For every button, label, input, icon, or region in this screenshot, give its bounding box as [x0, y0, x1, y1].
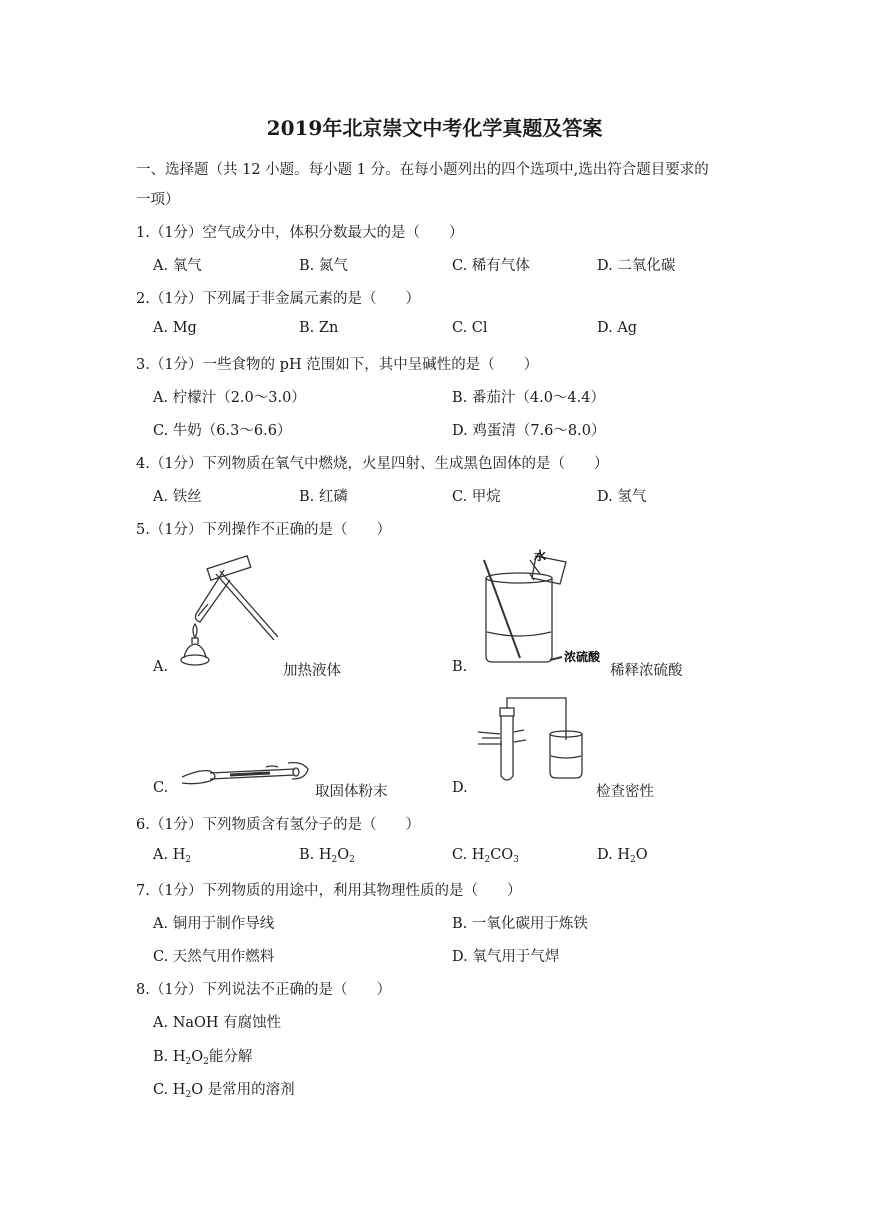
q3-option-c: C. 牛奶（6.3～6.6）	[153, 423, 292, 439]
q1-option-b: B. 氮气	[299, 258, 348, 274]
figure-airtightness	[478, 690, 586, 786]
q3-option-a: A. 柠檬汁（2.0～3.0）	[153, 390, 306, 406]
q5-option-b-caption: 稀释浓硫酸	[610, 663, 683, 679]
water-label: 水	[534, 549, 547, 563]
q1-option-a: A. 氧气	[153, 258, 202, 274]
q2-option-c: C. Cl	[452, 320, 488, 336]
q1-option-c: C. 稀有气体	[452, 258, 530, 274]
acid-label: 浓硫酸	[564, 650, 601, 664]
q4-option-c: C. 甲烷	[452, 489, 501, 505]
question-7-stem: 7.（1分）下列物质的用途中，利用其物理性质的是（ ）	[136, 883, 522, 899]
q7-option-c: C. 天然气用作燃料	[153, 949, 275, 965]
q5-option-c-caption: 取固体粉末	[315, 784, 388, 800]
q2-option-a: A. Mg	[153, 320, 197, 336]
question-1-stem: 1.（1分）空气成分中，体积分数最大的是（ ）	[136, 225, 464, 241]
q7-option-b: B. 一氧化碳用于炼铁	[452, 916, 588, 932]
q3-option-d: D. 鸡蛋清（7.6～8.0）	[452, 423, 606, 439]
q6-option-b: B. $H_2O_2$	[299, 847, 355, 865]
question-4-stem: 4.（1分）下列物质在氧气中燃烧，火星四射、生成黑色固体的是（ ）	[136, 456, 609, 472]
section-heading-cont: 一项）	[136, 192, 180, 208]
q6-option-d: D. $H_2O$	[597, 847, 648, 865]
q5-option-a-letter: A.	[153, 659, 169, 675]
figure-heating-liquid	[178, 560, 278, 665]
q5-option-a-caption: 加热液体	[283, 663, 341, 679]
question-3-stem: 3.（1分）一些食物的 pH 范围如下，其中呈碱性的是（ ）	[136, 357, 539, 373]
section-heading: 一、选择题（共 12 小题。每小题 1 分。在每小题列出的四个选项中,选出符合题目要求的	[136, 162, 709, 178]
figure-diluting-acid	[474, 548, 614, 673]
q7-option-a: A. 铜用于制作导线	[153, 916, 275, 932]
question-8-stem: 8.（1分）下列说法不正确的是（ ）	[136, 982, 392, 998]
q5-option-d-letter: D.	[452, 780, 468, 796]
q6-option-c: C. $H_2CO_3$	[452, 847, 519, 865]
q6-option-a: A. $H_2$	[153, 847, 192, 865]
q5-option-b-letter: B.	[452, 659, 468, 675]
q1-option-d: D. 二氧化碳	[597, 258, 676, 274]
q4-option-a: A. 铁丝	[153, 489, 202, 505]
page-title: 2019年北京崇文中考化学真题及答案	[266, 116, 603, 140]
figure-solid-powder	[180, 755, 310, 790]
question-2-stem: 2.（1分）下列属于非金属元素的是（ ）	[136, 291, 421, 307]
question-6-stem: 6.（1分）下列物质含有氢分子的是（ ）	[136, 817, 421, 833]
q5-option-c-letter: C.	[153, 780, 169, 796]
q8-option-a: A. NaOH 有腐蚀性	[153, 1015, 282, 1031]
q7-option-d: D. 氧气用于气焊	[452, 949, 560, 965]
q2-option-b: B. Zn	[299, 320, 339, 336]
q4-option-d: D. 氢气	[597, 489, 647, 505]
q8-option-b: B. $H_2O_2$能分解	[153, 1049, 253, 1067]
q8-option-c: C. $H_2O$ 是常用的溶剂	[153, 1082, 295, 1100]
q3-option-b: B. 番茄汁（4.0～4.4）	[452, 390, 605, 406]
question-5-stem: 5.（1分）下列操作不正确的是（ ）	[136, 522, 392, 538]
q4-option-b: B. 红磷	[299, 489, 348, 505]
q2-option-d: D. Ag	[597, 320, 638, 336]
q5-option-d-caption: 检查密性	[596, 784, 654, 800]
